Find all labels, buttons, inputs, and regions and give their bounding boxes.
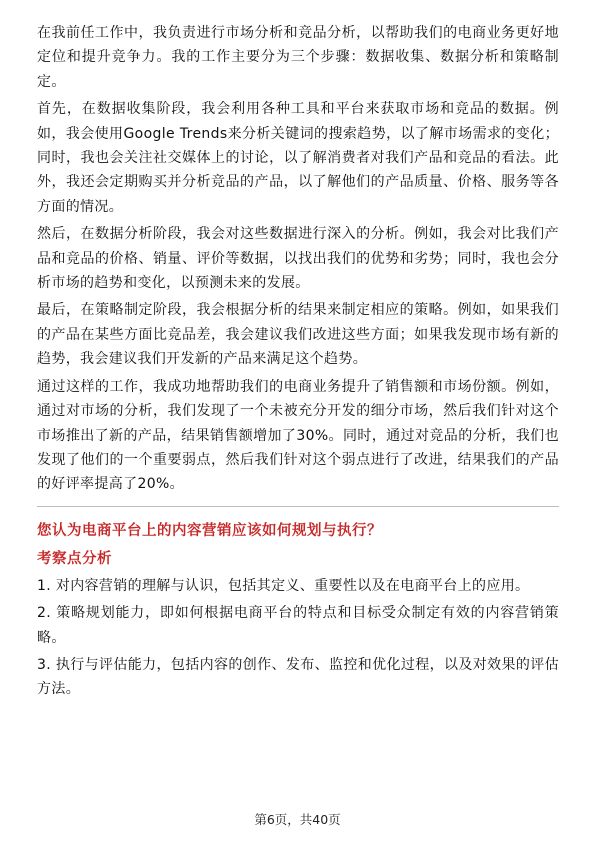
analysis-item: 3. 执行与评估能力，包括内容的创作、发布、监控和优化过程，以及对效果的评估方法。 [37,656,559,698]
analysis-item: 2. 策略规划能力，即如何根据电商平台的特点和目标受众制定有效的内容营销策略。 [37,605,559,646]
body-paragraph: 然后，在数据分析阶段，我会对这些数据进行深入的分析。例如，我会对比我们产品和竞品的价格、销量、评价等数据，以找出我们的优势和劣势；同时，我也会分析市场的趋势和变化，以预测未来的发展。 [37,226,559,292]
body-paragraph: 首先，在数据收集阶段，我会利用各种工具和平台来获取市场和竞品的数据。例如，我会使用Google Trends来分析关键词的搜索趋势，以了解市场需求的变化；同时，我也会关注社交媒体上的讨论，以了解消费者对我们产品和竞品的看法。此外，我还会定期购买并分析竞品的产品，以了解他们的产品质量、价格、服务等各方面的情况。 [37,101,559,215]
page-number: 第6页，共40页 [254,812,341,827]
body-paragraph: 最后，在策略制定阶段，我会根据分析的结果来制定相应的策略。例如，如果我们的产品在某些方面比竞品差，我会建议我们改进这些方面；如果我发现市场有新的趋势，我会建议我们开发新的产品来满足这个趋势。 [37,302,559,368]
page-footer [0,812,595,828]
question-heading: 您认为电商平台上的内容营销应该如何规划与执行？ [37,522,382,539]
body-paragraph: 通过这样的工作，我成功地帮助我们的电商业务提升了销售额和市场份额。例如，通过对市场的分析，我们发现了一个未被充分开发的细分市场，然后我们针对这个市场推出了新的产品，结果销售额增加了30%。同时，通过对竞品的分析，我们也发现了他们的一个重要弱点，然后我们针对这个弱点进行了改进，结果我们的产品的好评率提高了20%。 [37,378,559,493]
section-divider [37,506,559,507]
page-content [37,21,559,705]
analysis-item: 1. 对内容营销的理解与认识，包括其定义、重要性以及在电商平台上的应用。 [37,577,530,594]
body-paragraph: 在我前任工作中，我负责进行市场分析和竞品分析，以帮助我们的电商业务更好地定位和提升竞争力。我的工作主要分为三个步骤：数据收集、数据分析和策略制定。 [37,25,559,90]
analysis-title: 考察点分析 [37,550,112,567]
